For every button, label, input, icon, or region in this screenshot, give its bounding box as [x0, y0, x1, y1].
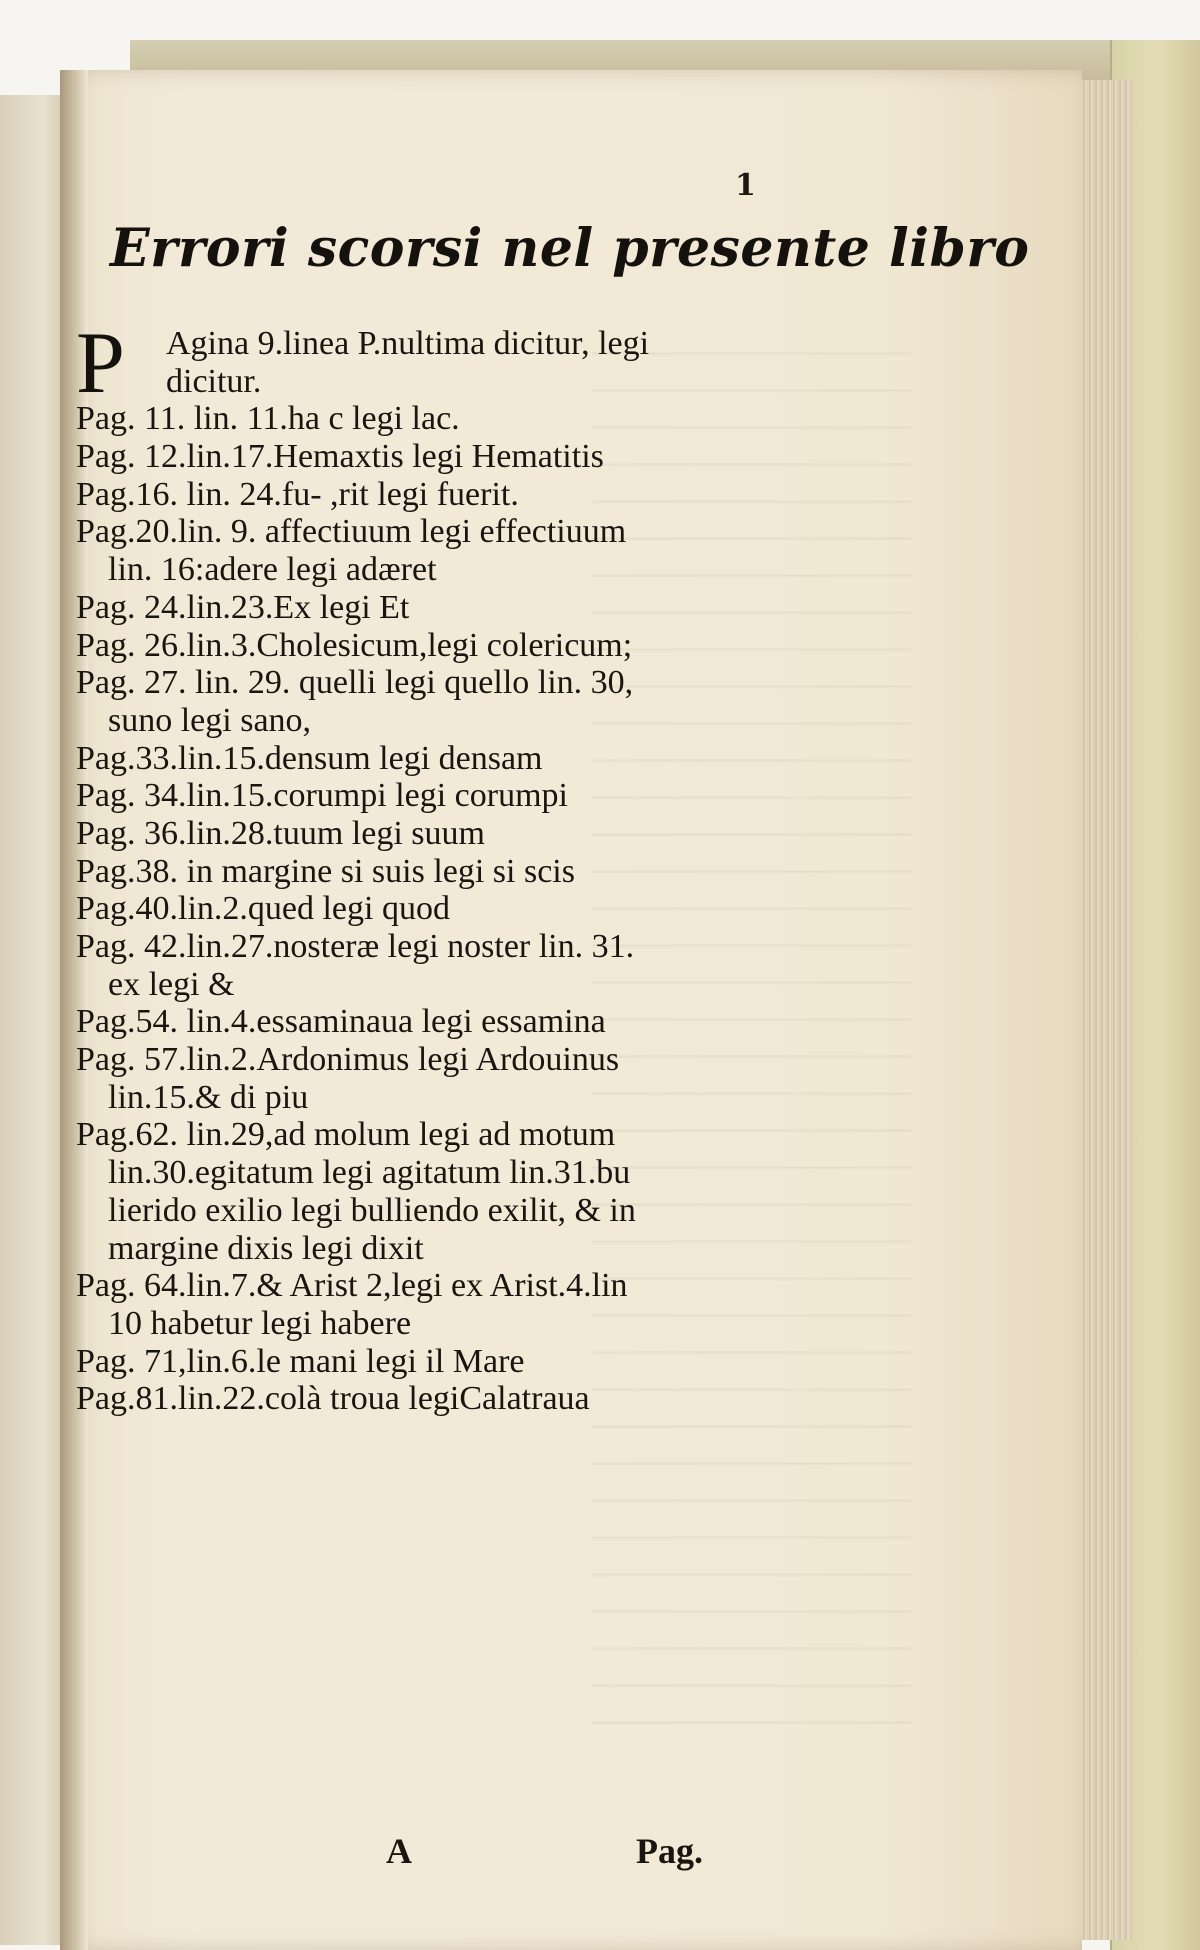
errata-line: Pag.38. in margine si suis legi si scis [76, 852, 575, 890]
errata-line: Pag. 12.lin.17.Hemaxtis legi Hematitis [76, 438, 604, 476]
errata-lines [76, 315, 816, 1418]
catchword: Pag. [636, 1831, 703, 1871]
errata-line: Pag.33.lin.15.densum legi densam [76, 739, 543, 777]
errata-line: dicitur. [166, 362, 262, 400]
errata-line: Pag. 27. lin. 29. quelli legi quello lin. 30, [76, 664, 634, 702]
errata-line: Pag. 71,lin.6.le mani legi il Mare [76, 1342, 525, 1380]
errata-line: Pag. 11. lin. 11.ha c legi lac. [76, 400, 460, 438]
errata-line: lierido exilio legi bulliendo exilit, & in [108, 1191, 636, 1229]
page-number: 1 [735, 168, 756, 203]
errata-line: ex legi & [108, 965, 235, 1003]
errata-line: Pag. 36.lin.28.tuum legi suum [76, 814, 485, 852]
drop-cap: P [76, 315, 125, 412]
errata-line: Pag. 57.lin.2.Ardonimus legi Ardouinus [76, 1041, 620, 1079]
errata-line: lin.30.egitatum legi agitatum lin.31.bu [108, 1154, 631, 1192]
errata-line: Pag. 64.lin.7.& Arist 2,legi ex Arist.4.lin [76, 1267, 628, 1305]
errata-line: suno legi sano, [108, 701, 312, 739]
errata-line: lin. 16:adere legi adæret [108, 551, 437, 589]
errata-line: margine dixis legi dixit [108, 1229, 424, 1267]
errata-line: Pag. 42.lin.27.nosteræ legi noster lin. 31. [76, 928, 635, 965]
errata-line: 10 habetur legi habere [108, 1304, 412, 1342]
page-footer [76, 1830, 816, 1880]
errata-line: Agina 9.linea P.nultima dicitur, legi [166, 325, 650, 362]
errata-line: Pag.40.lin.2.qued legi quod [76, 890, 450, 928]
errata-line: Pag.16. lin. 24.fu- ,rit legi fuerit. [76, 475, 519, 513]
page-heading: Errori scorsi nel presente libro [110, 218, 1030, 279]
errata-line: Pag. 26.lin.3.Cholesicum,legi colericum; [76, 626, 633, 664]
errata-line: Pag.20.lin. 9. affectiuum legi effectiuum [76, 513, 627, 551]
errata-line: lin.15.& di piu [108, 1078, 309, 1116]
errata-line: Pag. 34.lin.15.corumpi legi corumpi [76, 777, 568, 815]
errata-line: Pag. 24.lin.23.Ex legi Et [76, 588, 410, 626]
signature-mark: A [386, 1831, 412, 1871]
errata-line: Pag.62. lin.29,ad molum legi ad motum [76, 1116, 616, 1154]
errata-text [76, 315, 816, 1871]
errata-line: Pag.81.lin.22.colà troua legiCalatraua [76, 1380, 590, 1418]
errata-line: Pag.54. lin.4.essaminaua legi essamina [76, 1003, 606, 1041]
